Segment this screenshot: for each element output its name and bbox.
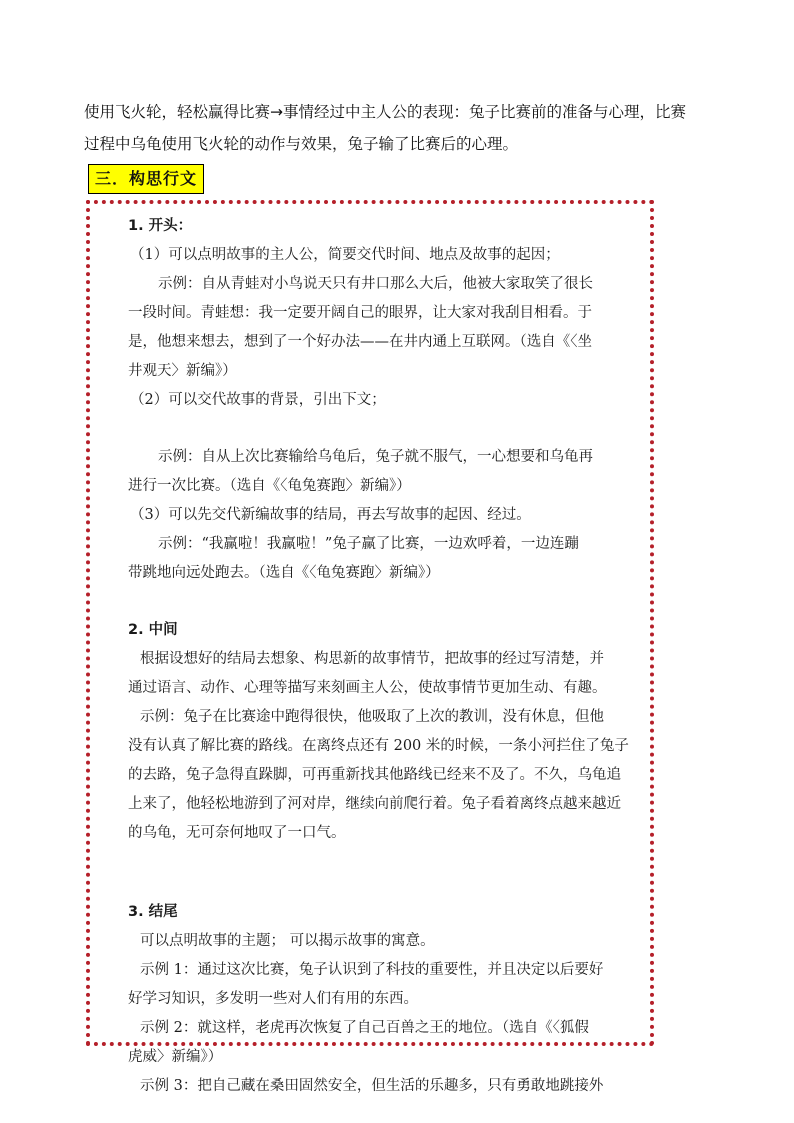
middle-heading: 2. 中间 [128,622,178,638]
middle-paragraph-line-1: 根据设想好的结局去想象、构思新的故事情节，把故事的经过写清楚，并 [140,651,604,667]
opening-example-2-line-1: 示例：自从上次比赛输给乌龟后，兔子就不服气，一心想要和乌龟再 [158,449,593,465]
opening-example-3-line-1: 示例：“我赢啦！我赢啦！”兔子赢了比赛，一边欢呼着，一边连蹦 [158,536,579,552]
middle-example-line-3: 的去路，兔子急得直跺脚，可再重新找其他路线已经来不及了。不久，乌龟追 [128,767,621,783]
middle-example-line-2: 没有认真了解比赛的路线。在离终点还有 200 米的时候，一条小河拦住了兔子 [128,738,629,754]
spacer [128,848,648,898]
opening-example-1-line-2: 一段时间。青蛙想：我一定要开阔自己的眼界，让大家对我刮目相看。于 [128,305,592,321]
opening-item-1: （1）可以点明故事的主人公，简要交代时间、地点及故事的起因； [130,247,560,263]
ending-heading: 3. 结尾 [128,904,178,920]
opening-example-2-line-2: 进行一次比赛。（选自《〈龟兔赛跑〉新编》） [128,478,411,494]
opening-example-1-line-3: 是，他想来想去，想到了一个好办法——在井内通上互联网。（选自《〈坐 [128,334,592,350]
middle-example-line-4: 上来了，他轻松地游到了河对岸，继续向前爬行着。兔子看着离终点越来越近 [128,796,621,812]
intro-line-1: 使用飞火轮，轻松赢得比赛→事情经过中主人公的表现：兔子比赛前的准备与心理，比赛 [84,103,686,121]
ending-paragraph: 可以点明故事的主题； 可以揭示故事的寓意。 [140,933,435,949]
ending-example-2-line-1: 示例 2：就这样，老虎再次恢复了自己百兽之王的地位。（选自《〈狐假 [140,1020,589,1036]
opening-example-1-line-4: 井观天〉新编》） [128,363,237,379]
ending-example-1-line-2: 好学习知识，多发明一些对人们有用的东西。 [128,991,418,1007]
spacer [128,588,648,616]
opening-example-1-line-1: 示例：自从青蛙对小鸟说天只有井口那么大后，他被大家取笑了很长 [158,276,593,292]
opening-item-3: （3）可以先交代新编故事的结局，再去写故事的起因、经过。 [130,507,531,523]
intro-paragraph [84,96,724,160]
ending-example-2-line-2: 虎威〉新编》） [128,1049,223,1065]
ending-example-3-cut-off: 示例 3：把自己藏在桑田固然安全，但生活的乐趣多，只有勇敢地跳接外 [140,1078,604,1094]
ending-example-1-line-1: 示例 1：通过这次比赛，兔子认识到了科技的重要性，并且决定以后要好 [140,962,604,978]
opening-example-3-line-2: 带跳地向远处跑去。（选自《〈龟兔赛跑〉新编》） [128,565,440,581]
intro-line-2: 过程中乌龟使用飞火轮的动作与效果，兔子输了比赛后的心理。 [84,135,519,153]
spacer [128,415,648,443]
writing-guide-content [128,212,648,1094]
middle-example-line-5: 的乌龟，无可奈何地叹了一口气。 [128,825,346,841]
opening-item-2: （2）可以交代故事的背景，引出下文； [130,392,386,408]
writing-guide-box [86,200,654,1094]
middle-paragraph-line-2: 通过语言、动作、心理等描写来刻画主人公，使故事情节更加生动、有趣。 [128,680,607,696]
section-heading: 三．构思行文 [88,164,204,194]
opening-heading: 1. 开头： [128,218,193,234]
middle-example-line-1: 示例：兔子在比赛途中跑得很快，他吸取了上次的教训，没有休息，但他 [140,709,604,725]
